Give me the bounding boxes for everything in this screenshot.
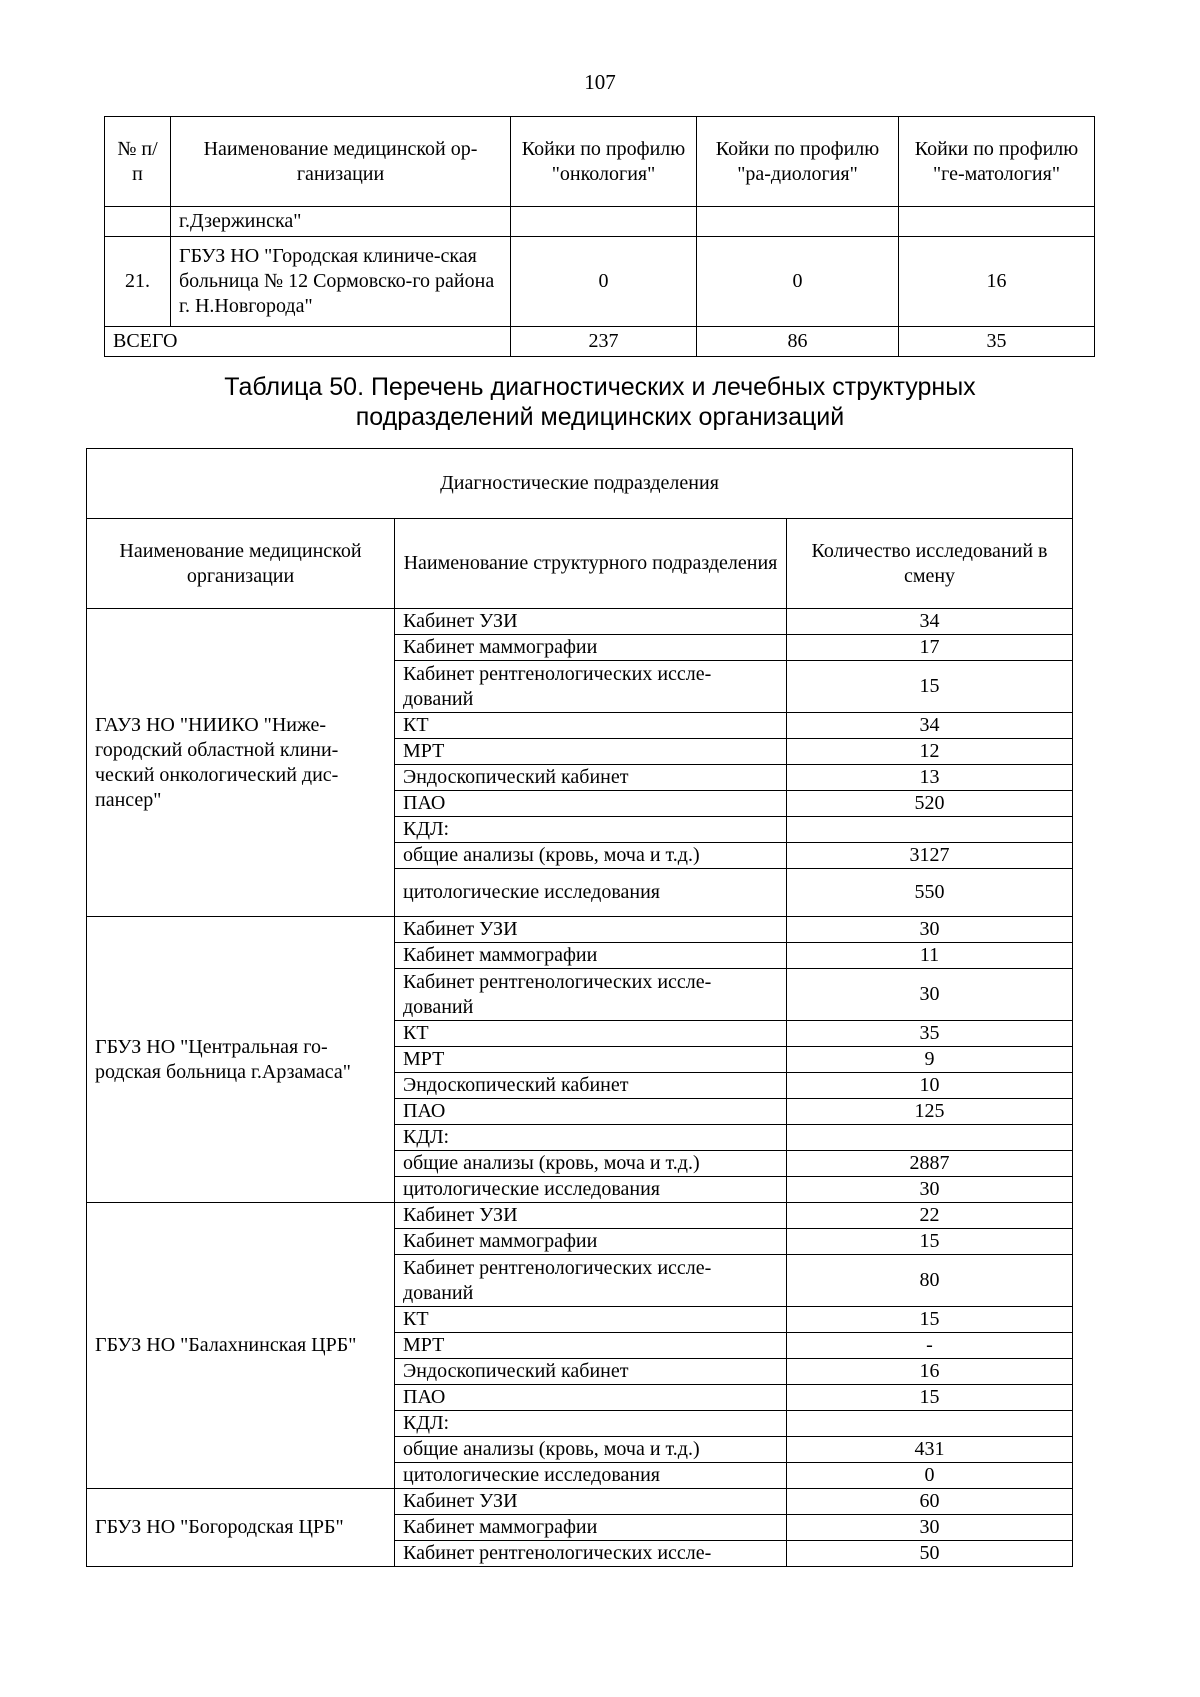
table-row	[87, 1489, 1073, 1515]
header-cell: Койки по профилю "онкология"	[511, 117, 697, 207]
cell: 35	[899, 327, 1095, 357]
cell: 86	[697, 327, 899, 357]
research-count: 12	[787, 739, 1073, 765]
unit-name: общие анализы (кровь, моча и т.д.)	[395, 1151, 787, 1177]
research-count: 34	[787, 609, 1073, 635]
unit-name: КДЛ:	[395, 1411, 787, 1437]
research-count: 431	[787, 1437, 1073, 1463]
unit-name: КДЛ:	[395, 817, 787, 843]
page-number: 107	[584, 70, 616, 94]
unit-name: МРТ	[395, 1047, 787, 1073]
research-count: 10	[787, 1073, 1073, 1099]
unit-name: МРТ	[395, 739, 787, 765]
cell	[105, 207, 171, 237]
cell: 0	[511, 237, 697, 327]
research-count: 17	[787, 635, 1073, 661]
research-count: 16	[787, 1359, 1073, 1385]
research-count: 125	[787, 1099, 1073, 1125]
research-count: 3127	[787, 843, 1073, 869]
table-header-row	[87, 519, 1073, 609]
research-count: 30	[787, 1177, 1073, 1203]
title-line: Таблица 50. Перечень диагностических и лечебных структурных	[224, 373, 976, 401]
header-cell: Наименование медицинской организации	[87, 519, 395, 609]
unit-name: цитологические исследования	[395, 1177, 787, 1203]
unit-name: Кабинет УЗИ	[395, 1489, 787, 1515]
unit-name: Эндоскопический кабинет	[395, 1073, 787, 1099]
research-count: 35	[787, 1021, 1073, 1047]
cell: г.Дзержинска"	[171, 207, 511, 237]
research-count: 9	[787, 1047, 1073, 1073]
unit-name: ПАО	[395, 791, 787, 817]
cell: 237	[511, 327, 697, 357]
header-cell: Наименование медицинской ор-ганизации	[171, 117, 511, 207]
research-count: 80	[787, 1255, 1073, 1307]
header-cell: № п/п	[105, 117, 171, 207]
unit-name: Кабинет маммографии	[395, 1229, 787, 1255]
table-header-row	[105, 117, 1095, 207]
total-label: ВСЕГО	[105, 327, 511, 357]
research-count: 60	[787, 1489, 1073, 1515]
unit-name: Кабинет маммографии	[395, 1515, 787, 1541]
unit-name: цитологические исследования	[395, 869, 787, 917]
unit-name: Эндоскопический кабинет	[395, 1359, 787, 1385]
unit-name: Кабинет рентгенологических иссле-дований	[395, 1255, 787, 1307]
unit-name: Кабинет маммографии	[395, 943, 787, 969]
research-count: -	[787, 1333, 1073, 1359]
research-count	[787, 1125, 1073, 1151]
research-count: 15	[787, 1229, 1073, 1255]
header-cell: Койки по профилю "ге-матология"	[899, 117, 1095, 207]
table-row	[87, 609, 1073, 635]
research-count: 11	[787, 943, 1073, 969]
research-count: 0	[787, 1463, 1073, 1489]
unit-name: Кабинет маммографии	[395, 635, 787, 661]
unit-name: ПАО	[395, 1099, 787, 1125]
cell: 21.	[105, 237, 171, 327]
unit-name: Кабинет УЗИ	[395, 609, 787, 635]
table-row	[87, 1203, 1073, 1229]
research-count: 22	[787, 1203, 1073, 1229]
header-cell: Количество исследований в смену	[787, 519, 1073, 609]
research-count: 15	[787, 661, 1073, 713]
unit-name: общие анализы (кровь, моча и т.д.)	[395, 1437, 787, 1463]
table-50-title	[0, 372, 1200, 432]
research-count: 30	[787, 1515, 1073, 1541]
table-row	[105, 237, 1095, 327]
unit-name: Кабинет УЗИ	[395, 917, 787, 943]
cell: ГБУЗ НО "Городская клиниче-ская больница № 12 Сормовско-го района г. Н.Новгорода"	[171, 237, 511, 327]
unit-name: Эндоскопический кабинет	[395, 765, 787, 791]
unit-name: цитологические исследования	[395, 1463, 787, 1489]
research-count: 30	[787, 917, 1073, 943]
table-row	[87, 917, 1073, 943]
unit-name: общие анализы (кровь, моча и т.д.)	[395, 843, 787, 869]
research-count: 15	[787, 1385, 1073, 1411]
research-count	[787, 817, 1073, 843]
header-cell: Койки по профилю "ра-диология"	[697, 117, 899, 207]
research-count: 550	[787, 869, 1073, 917]
research-count: 2887	[787, 1151, 1073, 1177]
cell	[697, 207, 899, 237]
unit-name: Кабинет рентгенологических иссле-	[395, 1541, 787, 1567]
unit-name: КТ	[395, 1307, 787, 1333]
unit-name: ПАО	[395, 1385, 787, 1411]
org-name: ГБУЗ НО "Балахнинская ЦРБ"	[87, 1203, 395, 1489]
unit-name: Кабинет рентгенологических иссле-дований	[395, 661, 787, 713]
unit-name: МРТ	[395, 1333, 787, 1359]
cell: 16	[899, 237, 1095, 327]
title-line: подразделений медицинских организаций	[355, 403, 845, 431]
research-count: 34	[787, 713, 1073, 739]
cell	[511, 207, 697, 237]
unit-name: Кабинет УЗИ	[395, 1203, 787, 1229]
total-row	[105, 327, 1095, 357]
cell	[899, 207, 1095, 237]
org-name: ГБУЗ НО "Центральная го-родская больница г.Арзамаса"	[87, 917, 395, 1203]
header-cell: Наименование структурного подразделения	[395, 519, 787, 609]
research-count: 520	[787, 791, 1073, 817]
table-49-continuation	[104, 116, 1095, 357]
research-count: 50	[787, 1541, 1073, 1567]
cell: 0	[697, 237, 899, 327]
unit-name: КТ	[395, 713, 787, 739]
research-count: 13	[787, 765, 1073, 791]
org-name: ГБУЗ НО "Богородская ЦРБ"	[87, 1489, 395, 1567]
unit-name: Кабинет рентгенологических иссле-дований	[395, 969, 787, 1021]
unit-name: КДЛ:	[395, 1125, 787, 1151]
section-title: Диагностические подразделения	[87, 449, 1073, 519]
table-50	[86, 448, 1073, 1567]
research-count	[787, 1411, 1073, 1437]
table-row	[105, 207, 1095, 237]
unit-name: КТ	[395, 1021, 787, 1047]
org-name: ГАУЗ НО "НИИКО "Ниже-городский областной клини-ческий онкологический дис-пансер"	[87, 609, 395, 917]
section-row	[87, 449, 1073, 519]
research-count: 15	[787, 1307, 1073, 1333]
research-count: 30	[787, 969, 1073, 1021]
